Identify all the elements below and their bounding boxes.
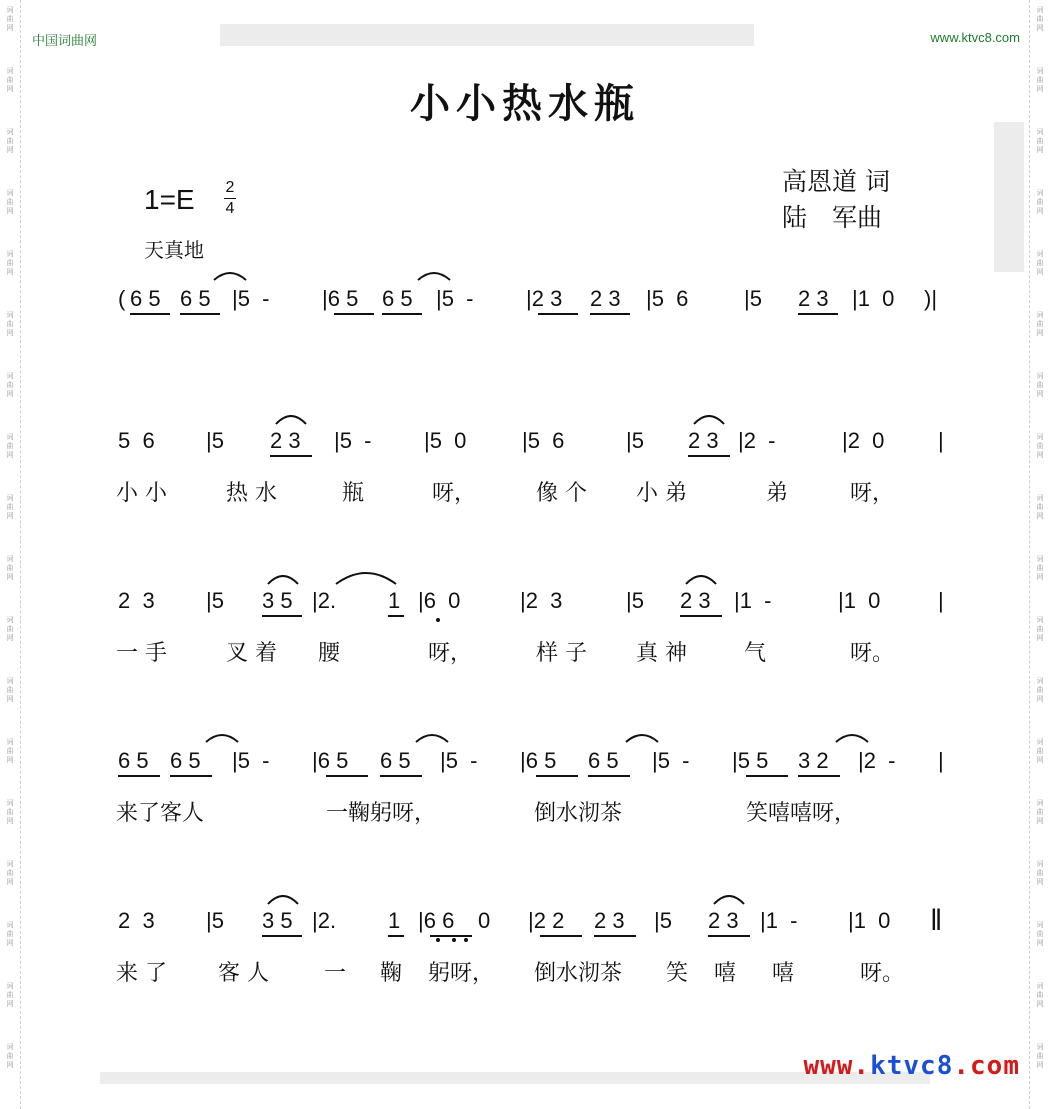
lyric: 小 小 <box>116 481 167 506</box>
note: 2 3 <box>118 588 155 613</box>
note: |6 6 <box>418 908 455 933</box>
intro-note: |6 5 <box>322 286 359 311</box>
note: 2 3 <box>594 908 625 933</box>
margin-watermark: 网 <box>6 817 14 825</box>
margin-watermark: 词 <box>6 67 14 75</box>
lyric: 客 人 <box>218 961 269 986</box>
margin-watermark: 曲 <box>1036 137 1044 145</box>
barline: | <box>938 428 944 453</box>
margin-watermark: 网 <box>6 24 14 32</box>
intro-note: |5 <box>744 286 762 311</box>
margin-watermark: 词 <box>6 433 14 441</box>
margin-watermark: 网 <box>6 1061 14 1069</box>
margin-watermark: 网 <box>6 390 14 398</box>
margin-watermark: 词 <box>1036 799 1044 807</box>
margin-watermark: 曲 <box>6 930 14 938</box>
note: |5 <box>654 908 672 933</box>
margin-watermark: 曲 <box>1036 686 1044 694</box>
intro-note: |5 - <box>436 286 474 311</box>
margin-watermark: 网 <box>6 634 14 642</box>
margin-watermark: 曲 <box>1036 503 1044 511</box>
lyric: 嘻 <box>772 961 795 986</box>
margin-watermark: 词 <box>6 860 14 868</box>
intro-note: |5 - <box>232 286 270 311</box>
lyric: 笑嘻嘻呀， <box>746 801 857 826</box>
margin-watermark: 曲 <box>1036 991 1044 999</box>
margin-watermark: 网 <box>6 695 14 703</box>
key-signature: 1=E <box>144 184 195 215</box>
lyric: 一 <box>324 961 347 986</box>
margin-watermark: 词 <box>6 799 14 807</box>
lyric: 热 水 <box>226 481 277 506</box>
lyric: 样 子 <box>536 641 587 666</box>
margin-watermark: 词 <box>1036 6 1044 14</box>
note: |2 3 <box>520 588 563 613</box>
margin-watermark: 曲 <box>1036 198 1044 206</box>
margin-watermark: 曲 <box>6 686 14 694</box>
time-bottom: 4 <box>225 200 235 217</box>
barline: | <box>938 748 944 773</box>
intro-note: |1 0 <box>852 286 895 311</box>
margin-watermark: 词 <box>1036 311 1044 319</box>
margin-watermark: 曲 <box>1036 320 1044 328</box>
margin-watermark: 词 <box>1036 738 1044 746</box>
margin-watermark: 词 <box>6 189 14 197</box>
margin-watermark: 曲 <box>1036 808 1044 816</box>
margin-watermark: 网 <box>1036 85 1044 93</box>
margin-watermark: 曲 <box>6 15 14 23</box>
lyric: 叉 着 <box>226 641 277 666</box>
margin-watermark: 词 <box>6 555 14 563</box>
intro-note: )| <box>924 286 938 311</box>
note: 2 3 <box>688 428 719 453</box>
margin-watermark: 曲 <box>6 991 14 999</box>
note: 2 3 <box>118 908 155 933</box>
margin-watermark: 曲 <box>6 503 14 511</box>
note: 0 <box>478 908 491 933</box>
margin-watermark: 网 <box>6 573 14 581</box>
note: 2 3 <box>270 428 301 453</box>
intro-note: 2 3 <box>798 286 829 311</box>
margin-watermark: 网 <box>1036 695 1044 703</box>
note: |5 - <box>232 748 270 773</box>
margin-watermark: 词 <box>1036 372 1044 380</box>
margin-watermark: 曲 <box>6 381 14 389</box>
note: |2. <box>312 588 337 613</box>
lyric: 呀， <box>850 481 895 506</box>
margin-watermark: 网 <box>6 268 14 276</box>
lyric: 呀。 <box>860 961 905 986</box>
margin-watermark: 曲 <box>6 137 14 145</box>
margin-watermark: 词 <box>1036 982 1044 990</box>
margin-watermark: 曲 <box>6 747 14 755</box>
composer: 陆 军曲 <box>782 203 883 232</box>
lyric: 呀， <box>428 641 473 666</box>
note: 3 5 <box>262 908 293 933</box>
lyric: 一 手 <box>116 641 167 666</box>
note: |5 <box>206 428 224 453</box>
note: 6 5 <box>588 748 619 773</box>
intro-note: 2 3 <box>590 286 621 311</box>
lyric: 鞠 <box>380 961 403 986</box>
margin-watermark: 词 <box>1036 128 1044 136</box>
margin-watermark: 词 <box>6 372 14 380</box>
lyric: 小 弟 <box>636 481 687 506</box>
margin-watermark: 词 <box>6 6 14 14</box>
margin-watermark: 网 <box>6 939 14 947</box>
margin-watermark: 词 <box>1036 616 1044 624</box>
note: 1 <box>388 588 401 613</box>
margin-watermark: 词 <box>1036 67 1044 75</box>
margin-watermark: 词 <box>6 738 14 746</box>
margin-watermark: 词 <box>1036 555 1044 563</box>
margin-watermark: 网 <box>1036 268 1044 276</box>
margin-watermark: 曲 <box>6 259 14 267</box>
margin-watermark: 曲 <box>1036 259 1044 267</box>
song-title: 小小热水瓶 <box>410 80 640 127</box>
margin-watermark: 网 <box>1036 634 1044 642</box>
note: 2 3 <box>680 588 711 613</box>
final-barline: ‖ <box>930 904 943 937</box>
margin-watermark: 网 <box>6 146 14 154</box>
margin-watermark: 网 <box>1036 390 1044 398</box>
time-top: 2 <box>225 179 235 196</box>
margin-watermark: 曲 <box>1036 564 1044 572</box>
margin-watermark: 网 <box>6 878 14 886</box>
note: |5 <box>626 428 644 453</box>
lyric: 嘻 <box>714 961 737 986</box>
margin-watermark: 词 <box>6 494 14 502</box>
margin-watermark: 曲 <box>6 564 14 572</box>
margin-watermark: 曲 <box>1036 930 1044 938</box>
margin-watermark: 网 <box>1036 512 1044 520</box>
lyric: 气 <box>744 641 767 666</box>
lyric: 像 个 <box>536 481 587 506</box>
margin-watermark: 曲 <box>6 442 14 450</box>
margin-watermark: 网 <box>6 756 14 764</box>
lyricist: 高恩道 词 <box>782 167 890 196</box>
lyric: 笑 <box>666 961 689 986</box>
margin-watermark: 网 <box>1036 207 1044 215</box>
footer-logo[interactable] <box>803 1051 1020 1081</box>
margin-watermark: 网 <box>1036 451 1044 459</box>
margin-watermark: 词 <box>1036 860 1044 868</box>
lyric: 弟 <box>766 481 789 506</box>
note: 6 5 <box>170 748 201 773</box>
note: |5 6 <box>522 428 565 453</box>
margin-watermark: 词 <box>1036 1043 1044 1051</box>
lyric: 瓶 <box>342 481 365 506</box>
lyric: 来 了 <box>116 961 167 986</box>
lyric: 倒水沏茶 <box>534 961 623 986</box>
tempo-marking: 天真地 <box>144 240 204 262</box>
margin-watermark: 曲 <box>1036 76 1044 84</box>
note: |6 5 <box>520 748 557 773</box>
margin-watermark: 网 <box>6 329 14 337</box>
intro-note: |2 3 <box>526 286 563 311</box>
note: |6 0 <box>418 588 461 613</box>
logo-prefix: www. <box>803 1051 871 1081</box>
margin-watermark: 网 <box>6 451 14 459</box>
note: |5 <box>626 588 644 613</box>
margin-watermark: 网 <box>1036 817 1044 825</box>
margin-watermark: 曲 <box>6 1052 14 1060</box>
margin-watermark: 网 <box>1036 1061 1044 1069</box>
margin-watermark: 网 <box>6 207 14 215</box>
margin-watermark: 词 <box>6 982 14 990</box>
lyric: 呀， <box>432 481 477 506</box>
margin-watermark: 词 <box>6 677 14 685</box>
note: |2 0 <box>842 428 885 453</box>
margin-watermark: 词 <box>1036 433 1044 441</box>
barline: | <box>938 588 944 613</box>
margin-watermark: 曲 <box>1036 442 1044 450</box>
margin-watermark: 网 <box>1036 939 1044 947</box>
note: |5 - <box>334 428 372 453</box>
margin-watermark: 曲 <box>6 198 14 206</box>
margin-watermark: 词 <box>6 1043 14 1051</box>
margin-watermark: 词 <box>6 250 14 258</box>
note: |2 2 <box>528 908 565 933</box>
margin-watermark: 网 <box>6 512 14 520</box>
note: |2. <box>312 908 337 933</box>
margin-watermark: 网 <box>1036 878 1044 886</box>
margin-watermark: 曲 <box>1036 381 1044 389</box>
lyric: 来了客人 <box>116 801 205 826</box>
margin-watermark: 网 <box>1036 756 1044 764</box>
margin-watermark: 词 <box>6 311 14 319</box>
lyric: 一鞠躬呀， <box>326 801 437 826</box>
margin-watermark: 网 <box>1036 329 1044 337</box>
margin-watermark: 网 <box>1036 146 1044 154</box>
lyric: 真 神 <box>636 641 687 666</box>
margin-watermark: 曲 <box>1036 15 1044 23</box>
note: 5 6 <box>118 428 155 453</box>
margin-watermark: 词 <box>1036 189 1044 197</box>
margin-watermark: 网 <box>1036 573 1044 581</box>
intro-note: ( <box>118 286 126 311</box>
margin-watermark: 词 <box>6 616 14 624</box>
note: |1 0 <box>848 908 891 933</box>
intro-note: 6 5 <box>180 286 211 311</box>
site-url-right[interactable]: www.ktvc8.com <box>930 30 1020 45</box>
margin-watermark: 词 <box>1036 921 1044 929</box>
note: |1 - <box>734 588 772 613</box>
note: |5 <box>206 588 224 613</box>
note: |2 - <box>858 748 896 773</box>
site-name-left[interactable]: 中国词曲网 <box>32 33 98 48</box>
intro-note: 6 5 <box>382 286 413 311</box>
margin-watermark: 网 <box>6 1000 14 1008</box>
note: |1 0 <box>838 588 881 613</box>
margin-watermark: 词 <box>6 128 14 136</box>
margin-watermark: 词 <box>1036 250 1044 258</box>
note: 2 3 <box>708 908 739 933</box>
intro-note: 6 5 <box>130 286 161 311</box>
margin-watermark: 曲 <box>1036 1052 1044 1060</box>
lyric: 呀。 <box>850 641 895 666</box>
note: 3 5 <box>262 588 293 613</box>
margin-watermark: 曲 <box>6 320 14 328</box>
margin-watermark: 曲 <box>6 869 14 877</box>
note: |2 - <box>738 428 776 453</box>
note: |6 5 <box>312 748 349 773</box>
lyric: 腰 <box>318 641 341 666</box>
logo-suffix: .com <box>953 1051 1020 1081</box>
margin-watermark: 词 <box>1036 677 1044 685</box>
note: |5 <box>206 908 224 933</box>
lyric: 躬呀， <box>428 961 495 986</box>
margin-watermark: 曲 <box>1036 869 1044 877</box>
margin-watermark: 曲 <box>1036 625 1044 633</box>
margin-watermark: 网 <box>6 85 14 93</box>
note: 1 <box>388 908 401 933</box>
margin-watermark: 网 <box>1036 1000 1044 1008</box>
note: |5 - <box>440 748 478 773</box>
note: 6 5 <box>380 748 411 773</box>
margin-watermark: 曲 <box>6 625 14 633</box>
note: |5 0 <box>424 428 467 453</box>
note: |5 5 <box>732 748 769 773</box>
margin-watermark: 词 <box>6 921 14 929</box>
margin-watermark: 曲 <box>6 808 14 816</box>
note: 3 2 <box>798 748 829 773</box>
margin-watermark: 曲 <box>6 76 14 84</box>
logo-brand: ktvc8 <box>870 1051 954 1081</box>
intro-note: |5 6 <box>646 286 689 311</box>
margin-watermark: 网 <box>1036 24 1044 32</box>
margin-watermark: 曲 <box>1036 747 1044 755</box>
note: 6 5 <box>118 748 149 773</box>
margin-watermark: 词 <box>1036 494 1044 502</box>
note: |1 - <box>760 908 798 933</box>
lyric: 倒水沏茶 <box>534 801 623 826</box>
note: |5 - <box>652 748 690 773</box>
